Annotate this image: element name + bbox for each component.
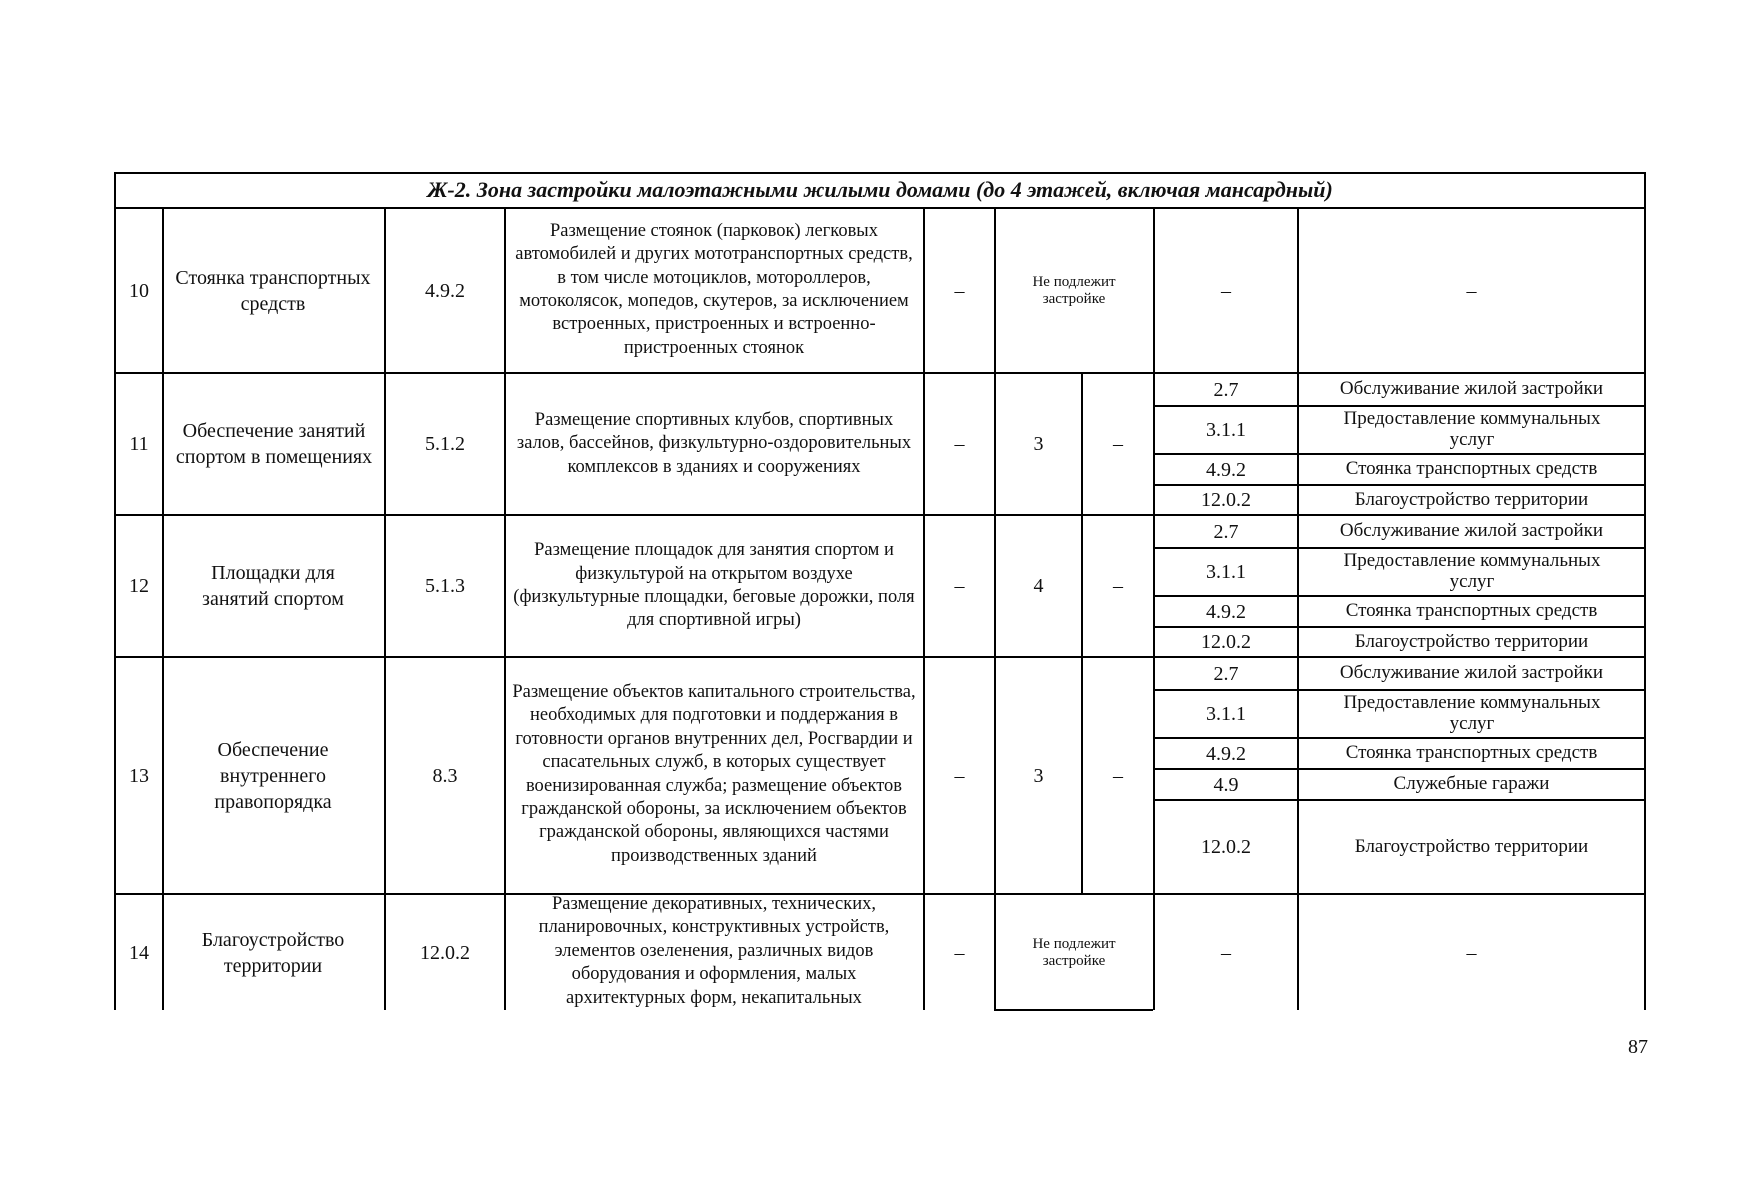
- row-number: 12: [129, 575, 149, 597]
- aux-code: 12.0.2: [1201, 631, 1251, 653]
- dash-cell: –: [1113, 575, 1123, 597]
- aux-name: Обслуживание жилой застройки: [1339, 520, 1604, 542]
- page-number: 87: [1628, 1036, 1648, 1058]
- max-floors: 3: [1033, 764, 1044, 787]
- aux-code: 4.9: [1213, 773, 1239, 796]
- aux-code: 12.0.2: [1201, 489, 1251, 511]
- aux-name: Предоставление коммунальных услуг: [1343, 408, 1601, 450]
- table-title: Ж-2. Зона застройки малоэтажными жилыми домами (до 4 этажей, включая мансардный): [427, 177, 1333, 203]
- use-description: Размещение декоративных, технических, планировочных, конструктивных устройств, элементов озеленения, различных видов оборудования и оформления, малых архитектурных форм, некапитальных: [538, 893, 890, 1008]
- aux-code: 4.9.2: [1206, 600, 1246, 623]
- aux-name: –: [1466, 941, 1477, 964]
- not-buildable-note: Не подлежит застройке: [1032, 936, 1116, 969]
- not-buildable-note: Не подлежит застройке: [1032, 274, 1116, 307]
- use-name: Площадки для занятий спортом: [202, 562, 344, 610]
- aux-code: 2.7: [1213, 662, 1239, 685]
- use-name: Обеспечение занятий спортом в помещениях: [175, 420, 373, 468]
- aux-name: Обслуживание жилой застройки: [1339, 378, 1604, 400]
- aux-name: Стоянка транспортных средств: [1345, 458, 1598, 480]
- column-divider: [162, 207, 164, 1010]
- aux-code: –: [1221, 941, 1231, 964]
- dash-cell: –: [954, 941, 965, 964]
- aux-name: –: [1466, 279, 1477, 302]
- max-floors: 3: [1033, 433, 1044, 455]
- aux-code: 2.7: [1213, 520, 1239, 543]
- max-floors: 4: [1033, 575, 1044, 597]
- dash-cell: –: [1113, 764, 1123, 787]
- aux-code: 3.1.1: [1206, 703, 1246, 725]
- dash-cell: –: [954, 575, 965, 597]
- use-description: Размещение объектов капитального строительства, необходимых для подготовки и поддержания в готовности органов внутренних дел, Росгвардии и спасательных служб, в которых существует военизированная служба; размещение объектов гражданской обороны, за исключением объектов гражданской обороны, являющихся частями производственных зданий: [512, 681, 916, 866]
- aux-name: Стоянка транспортных средств: [1345, 600, 1598, 622]
- dash-cell: –: [954, 433, 965, 455]
- aux-name: Предоставление коммунальных услуг: [1343, 550, 1601, 592]
- use-name: Благоустройство территории: [201, 928, 345, 977]
- aux-code: –: [1221, 279, 1231, 302]
- aux-code: 2.7: [1213, 378, 1239, 401]
- row-number: 13: [129, 764, 149, 787]
- zoning-table: [114, 172, 1646, 1010]
- row-number: 11: [129, 433, 149, 455]
- use-code: 12.0.2: [420, 941, 470, 964]
- use-description: Размещение площадок для занятия спортом и физкультурой на открытом воздухе (физкультурные площадки, беговые дорожки, поля для спортивной игры): [513, 540, 915, 631]
- aux-name: Обслуживание жилой застройки: [1339, 662, 1604, 684]
- use-description: Размещение спортивных клубов, спортивных залов, бассейнов, физкультурно-оздоровительных комплексов в зданиях и сооружениях: [516, 409, 912, 477]
- aux-name: Предоставление коммунальных услуг: [1343, 692, 1601, 734]
- dash-cell: –: [954, 764, 965, 787]
- aux-name: Благоустройство территории: [1354, 835, 1589, 857]
- aux-code: 12.0.2: [1201, 836, 1251, 858]
- dash-cell: –: [954, 279, 965, 302]
- use-code: 4.9.2: [425, 279, 465, 302]
- table-border-right: [1644, 172, 1646, 1010]
- row-number: 10: [129, 279, 149, 302]
- aux-code: 3.1.1: [1206, 561, 1246, 583]
- column-divider: [504, 207, 506, 1010]
- use-code: 5.1.3: [425, 575, 465, 597]
- use-code: 5.1.2: [425, 433, 465, 455]
- use-name: Обеспечение внутреннего правопорядка: [214, 738, 332, 813]
- row-number: 14: [129, 941, 149, 964]
- use-description: Размещение стоянок (парковок) легковых автомобилей и других мототранспортных средств, в том числе мотоциклов, мотороллеров, мотоколясок, мопедов, скутеров, за исключением встроенных, пристроенных и встроенно-пристроенных стоянок: [515, 220, 913, 358]
- aux-name: Стоянка транспортных средств: [1345, 742, 1598, 764]
- aux-name: Благоустройство территории: [1354, 488, 1589, 510]
- use-name: Стоянка транспортных средств: [175, 266, 371, 315]
- aux-code: 4.9.2: [1206, 742, 1246, 765]
- aux-code: 4.9.2: [1206, 458, 1246, 481]
- dash-cell: –: [1113, 433, 1123, 455]
- aux-name: Служебные гаражи: [1393, 773, 1550, 795]
- aux-name: Благоустройство территории: [1354, 630, 1589, 652]
- use-code: 8.3: [432, 764, 458, 787]
- aux-code: 3.1.1: [1206, 419, 1246, 441]
